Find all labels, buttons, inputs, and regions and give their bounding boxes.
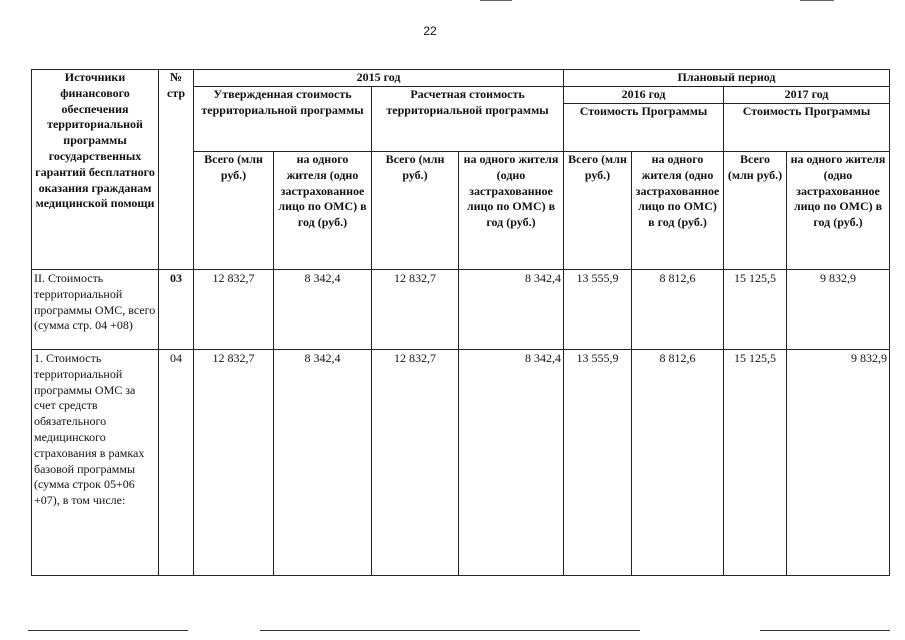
scan-artifact-line [480,0,512,1]
scan-artifact-line [28,630,188,631]
planned-period-header: Плановый период [564,70,890,87]
calculated-total-header: Всего (млн руб.) [372,152,459,270]
cell-2016-total: 13 555,9 [564,270,632,350]
cell-2015-calculated-per-resident: 8 342,4 [459,350,564,576]
total-2017-header: Всего (млн руб.) [724,152,787,270]
calculated-cost-header: Расчетная стоимость территориальной программы [372,87,564,152]
cell-2015-calculated-total: 12 832,7 [372,270,459,350]
cell-2015-approved-per-resident: 8 342,4 [274,350,372,576]
year-2015-header: 2015 год [194,70,564,87]
cell-2015-calculated-total: 12 832,7 [372,350,459,576]
cell-2017-total: 15 125,5 [724,350,787,576]
table-row [32,270,890,350]
cell-2015-calculated-per-resident: 8 342,4 [459,270,564,350]
cell-2015-approved-total: 12 832,7 [194,270,274,350]
program-cost-2017-header: Стоимость Программы [724,104,890,152]
row-line-number: 03 [159,270,194,350]
total-2016-header: Всего (млн руб.) [564,152,632,270]
cell-2016-total: 13 555,9 [564,350,632,576]
table-row [32,350,890,576]
cell-2017-per-resident: 9 832,9 [787,270,890,350]
row-label: 1. Стоимость территориальной программы ОМС за счет средств обязательного медицинского страхования в рамках базовой программы (сумма строк 05+06 +07), в том числе: [32,350,159,576]
page-number: 22 [423,24,437,38]
approved-total-header: Всего (млн руб.) [194,152,274,270]
per-resident-2017-header: на одного жителя (одно застрахованное лицо по ОМС) в год (руб.) [787,152,890,270]
year-2016-header: 2016 год [564,87,724,104]
row-label: II. Стоимость территориальной программы ОМС, всего (сумма стр. 04 +08) [32,270,159,350]
per-resident-2016-header: на одного жителя (одно застрахованное лицо по ОМС) в год (руб.) [632,152,724,270]
cell-2016-per-resident: 8 812,6 [632,350,724,576]
approved-cost-header: Утвержденная стоимость территориальной программы [194,87,372,152]
header-row-1 [32,70,890,87]
year-2017-header: 2017 год [724,87,890,104]
budget-table [31,69,890,576]
cell-2017-per-resident: 9 832,9 [787,350,890,576]
sources-column-header: Источники финансового обеспечения территориальной программы государственных гарантий бесплатного оказания гражданам медицинской помощи [32,70,159,270]
line-number-column-header: № стр [159,70,194,270]
cell-2017-total: 15 125,5 [724,270,787,350]
approved-per-resident-header: на одного жителя (одно застрахованное лицо по ОМС) в год (руб.) [274,152,372,270]
scan-artifact-line [260,630,640,631]
cell-2015-approved-total: 12 832,7 [194,350,274,576]
cell-2016-per-resident: 8 812,6 [632,270,724,350]
scan-artifact-line [760,630,890,631]
row-line-number: 04 [159,350,194,576]
calculated-per-resident-header: на одного жителя (одно застрахованное лицо по ОМС) в год (руб.) [459,152,564,270]
cell-2015-approved-per-resident: 8 342,4 [274,270,372,350]
scan-artifact-line [800,0,834,1]
program-cost-2016-header: Стоимость Программы [564,104,724,152]
